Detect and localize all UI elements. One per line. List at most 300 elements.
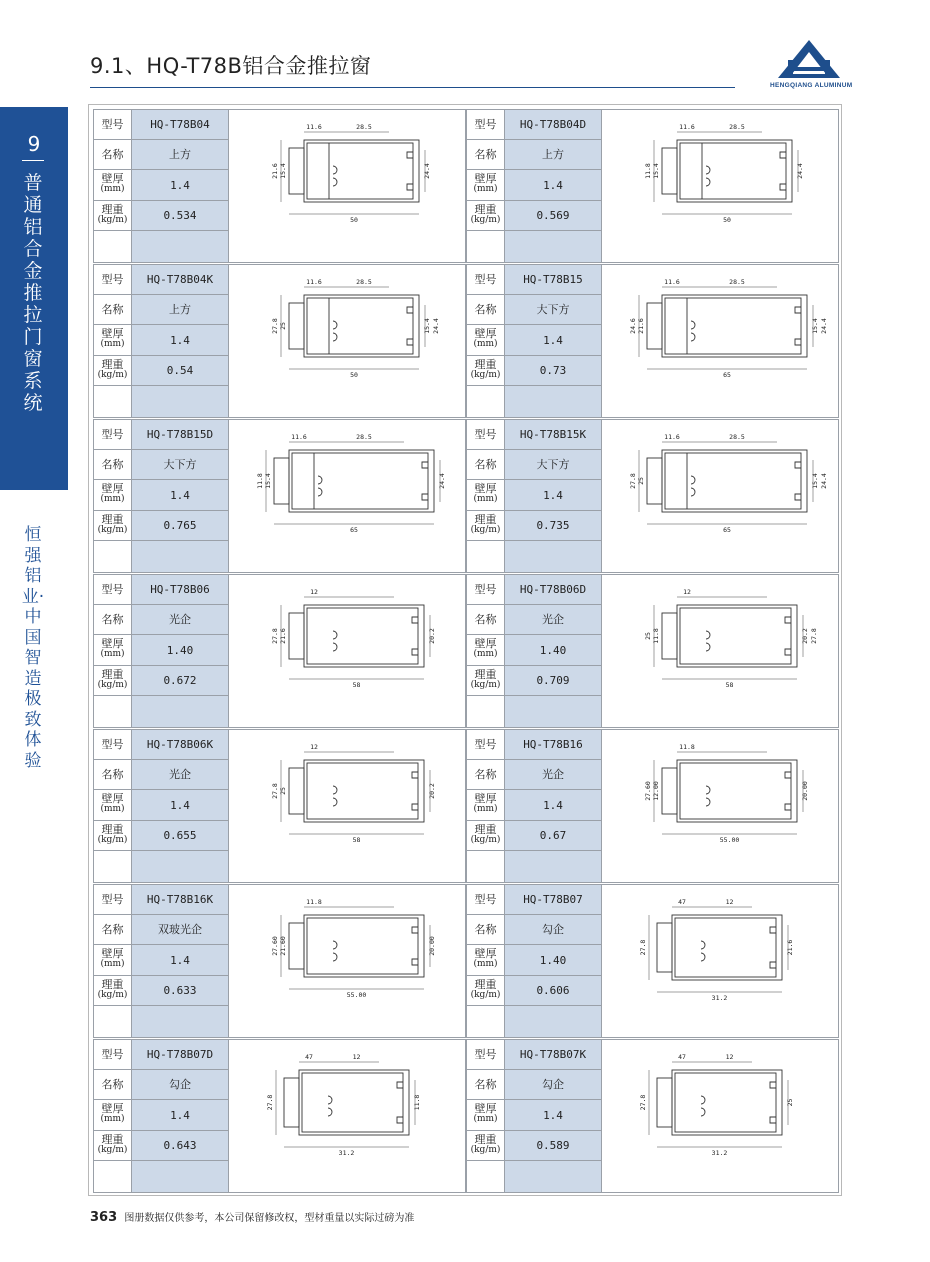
wall-thickness-label-text: 壁厚	[101, 792, 124, 805]
profile-outline	[304, 140, 419, 202]
weight-label-unit: (kg/m)	[97, 1145, 128, 1155]
profile-section-drawing	[229, 265, 465, 417]
wall-thickness-label-unit: (mm)	[100, 959, 125, 969]
dim-label-side: 21.6	[271, 163, 279, 179]
profile-flange	[274, 458, 289, 504]
wall-thickness-label-text: 壁厚	[101, 947, 124, 960]
profile-inner-wall	[665, 453, 801, 509]
model-value: HQ-T78B16K	[132, 885, 229, 915]
profile-slot	[412, 772, 418, 810]
profile-section-drawing	[229, 575, 465, 727]
profile-clip	[333, 166, 337, 186]
model-label: 型号	[467, 420, 505, 450]
weight-label	[467, 821, 505, 851]
model-label: 型号	[467, 885, 505, 915]
table-blank-value	[132, 851, 229, 882]
profile-section-drawing	[229, 1040, 465, 1192]
profile-inner-wall	[665, 298, 801, 354]
weight-label-text: 理重	[101, 1133, 124, 1146]
profile-card	[466, 1039, 839, 1193]
dim-label-side: 11.8	[644, 163, 652, 179]
weight-label-text: 理重	[474, 203, 497, 216]
profile-slot	[412, 927, 418, 965]
chapter-number: 9	[27, 132, 41, 156]
profile-outline	[677, 760, 797, 822]
wall-thickness-label-text: 壁厚	[474, 947, 497, 960]
profile-slot	[785, 772, 791, 810]
profile-inner-wall	[292, 453, 428, 509]
dim-label-top-right: 28.5	[729, 123, 745, 131]
profile-flange	[289, 148, 304, 194]
profile-section-drawing	[602, 265, 838, 417]
dim-label-top-left: 11.8	[679, 743, 695, 751]
dim-label-top-left: 12	[310, 743, 318, 751]
name-value: 双玻光企	[132, 915, 229, 945]
profile-inner-wall	[307, 298, 413, 354]
dim-label-side: 24.4	[432, 318, 440, 334]
weight-label-unit: (kg/m)	[470, 215, 501, 225]
table-blank-label	[94, 1161, 132, 1192]
weight-label-text: 理重	[101, 978, 124, 991]
wall-thickness-label-unit: (mm)	[100, 494, 125, 504]
profile-flange	[662, 148, 677, 194]
profile-clip	[318, 476, 322, 496]
model-label: 型号	[94, 265, 132, 295]
profile-inner-wall	[675, 1073, 776, 1132]
table-blank-value	[132, 231, 229, 262]
profile-inner-wall	[307, 608, 418, 664]
dim-label-side: 24.4	[423, 163, 431, 179]
weight-value: 0.643	[132, 1131, 229, 1161]
dim-label-top-left: 47	[305, 1053, 313, 1061]
weight-label-text: 理重	[101, 203, 124, 216]
dim-label-side: 27.8	[271, 318, 279, 334]
profile-flange	[289, 613, 304, 659]
table-blank-value	[132, 696, 229, 727]
weight-value: 0.67	[505, 821, 602, 851]
weight-value: 0.534	[132, 201, 229, 231]
profile-inner-wall	[302, 1073, 403, 1132]
weight-label-text: 理重	[101, 358, 124, 371]
weight-label-unit: (kg/m)	[470, 370, 501, 380]
page-number: 363	[90, 1210, 118, 1225]
dim-label-bottom: 58	[725, 681, 734, 689]
model-label: 型号	[94, 110, 132, 140]
profile-slot	[795, 462, 801, 500]
dim-label-side: 20.00	[428, 936, 436, 956]
profile-outline	[304, 605, 424, 667]
profile-clip	[333, 786, 337, 806]
dim-label-top-right: 28.5	[729, 433, 745, 441]
dim-label-top-left: 47	[678, 898, 686, 906]
profile-slot	[780, 152, 786, 190]
profile-card	[93, 574, 466, 728]
chapter-title: 普通铝合金推拉门窗系统	[23, 172, 43, 414]
weight-value: 0.606	[505, 976, 602, 1006]
model-value: HQ-T78B04	[132, 110, 229, 140]
dim-label-bottom: 31.2	[711, 994, 728, 1002]
model-label: 型号	[467, 110, 505, 140]
profile-section-drawing	[602, 730, 838, 882]
wall-thickness-label	[94, 790, 132, 821]
profile-clip	[701, 1096, 705, 1116]
dim-label-side: 24.4	[796, 163, 804, 179]
weight-label	[467, 356, 505, 386]
dim-label-top-left: 11.6	[306, 278, 322, 286]
weight-label-unit: (kg/m)	[97, 525, 128, 535]
dim-label-side: 27.8	[266, 1094, 274, 1111]
wall-thickness-label-unit: (mm)	[473, 649, 498, 659]
wall-thickness-label	[467, 790, 505, 821]
table-blank-value	[132, 1161, 229, 1192]
dim-label-top-left: 11.6	[291, 433, 307, 441]
profile-clip	[691, 321, 695, 341]
wall-thickness-label-unit: (mm)	[473, 1114, 498, 1124]
name-label: 名称	[94, 450, 132, 480]
table-blank-label	[467, 541, 505, 572]
name-label: 名称	[467, 140, 505, 170]
profile-flange	[657, 1078, 672, 1127]
dim-label-top-right: 12	[352, 1053, 361, 1061]
weight-label-unit: (kg/m)	[97, 835, 128, 845]
dim-label-side: 27.60	[271, 936, 279, 956]
profile-outline	[304, 295, 419, 357]
page-footer	[90, 1209, 414, 1225]
profile-section-drawing	[602, 575, 838, 727]
profile-slot	[795, 307, 801, 345]
profile-card	[466, 109, 839, 263]
profile-flange	[289, 303, 304, 349]
name-value: 勾企	[505, 1070, 602, 1100]
wall-thickness-label-text: 壁厚	[474, 637, 497, 650]
dim-label-side: 25	[279, 322, 287, 330]
weight-label	[467, 666, 505, 696]
table-blank-value	[132, 541, 229, 572]
table-blank-value	[505, 1006, 602, 1037]
weight-value: 0.735	[505, 511, 602, 541]
name-value: 上方	[505, 140, 602, 170]
dim-label-side: 20.00	[801, 781, 809, 801]
model-value: HQ-T78B16	[505, 730, 602, 760]
wall-thickness-label	[94, 480, 132, 511]
weight-label-unit: (kg/m)	[97, 215, 128, 225]
model-value: HQ-T78B06K	[132, 730, 229, 760]
weight-label	[467, 1131, 505, 1161]
dim-label-side: 21.6	[637, 318, 645, 334]
profile-outline	[289, 450, 434, 512]
dim-label-top-left: 12	[310, 588, 318, 596]
profile-section-drawing	[602, 885, 838, 1037]
wall-thickness-value: 1.4	[132, 480, 229, 511]
dim-label-side: 27.8	[271, 628, 279, 644]
profile-clip	[691, 476, 695, 496]
name-value: 上方	[132, 140, 229, 170]
profile-card	[466, 729, 839, 883]
dim-label-side: 27.8	[271, 783, 279, 799]
profile-clip	[333, 631, 337, 651]
brand-separator: ·	[38, 586, 45, 607]
profile-card	[466, 574, 839, 728]
name-value: 大下方	[132, 450, 229, 480]
wall-thickness-label-unit: (mm)	[473, 494, 498, 504]
model-value: HQ-T78B07D	[132, 1040, 229, 1070]
profile-slot	[412, 617, 418, 655]
wall-thickness-label-text: 壁厚	[474, 172, 497, 185]
dim-label-bottom: 65	[723, 526, 731, 534]
weight-value: 0.73	[505, 356, 602, 386]
dim-label-bottom: 58	[352, 836, 361, 844]
table-blank-label	[467, 231, 505, 262]
weight-label	[94, 511, 132, 541]
name-label: 名称	[467, 450, 505, 480]
dim-label-bottom: 31.2	[711, 1149, 728, 1157]
wall-thickness-label-unit: (mm)	[100, 649, 125, 659]
profile-card	[466, 419, 839, 573]
profile-slot	[407, 152, 413, 190]
dim-label-side: 27.8	[639, 1094, 647, 1111]
weight-label-text: 理重	[101, 823, 124, 836]
wall-thickness-label	[467, 170, 505, 201]
profile-slot	[770, 927, 776, 968]
footer-note: 图册数据仅供参考，本公司保留修改权，型材重量以实际过磅为准	[124, 1213, 415, 1224]
weight-label-text: 理重	[474, 823, 497, 836]
model-value: HQ-T78B07K	[505, 1040, 602, 1070]
model-label: 型号	[467, 265, 505, 295]
dim-label-side: 12.00	[652, 781, 660, 801]
model-label: 型号	[467, 730, 505, 760]
name-label: 名称	[94, 605, 132, 635]
weight-label	[94, 821, 132, 851]
name-value: 光企	[132, 605, 229, 635]
brand-slogan	[20, 525, 46, 771]
name-value: 光企	[505, 605, 602, 635]
profile-inner-wall	[680, 763, 791, 819]
weight-label-text: 理重	[474, 358, 497, 371]
wall-thickness-value: 1.4	[505, 1100, 602, 1131]
profile-section-drawing	[229, 885, 465, 1037]
table-blank-label	[94, 696, 132, 727]
profile-inner-wall	[307, 763, 418, 819]
weight-label-unit: (kg/m)	[97, 680, 128, 690]
weight-label-text: 理重	[474, 513, 497, 526]
profile-outline	[677, 140, 792, 202]
profile-card	[93, 884, 466, 1038]
wall-thickness-label	[467, 325, 505, 356]
profile-flange	[647, 458, 662, 504]
profile-clip	[333, 321, 337, 341]
dim-label-side: 11.8	[413, 1094, 421, 1111]
model-value: HQ-T78B07	[505, 885, 602, 915]
table-blank-value	[505, 541, 602, 572]
profile-card	[466, 264, 839, 418]
wall-thickness-label	[94, 635, 132, 666]
wall-thickness-label-unit: (mm)	[473, 339, 498, 349]
profile-section-drawing	[602, 110, 838, 262]
dim-label-side: 21.60	[279, 936, 287, 956]
name-value: 光企	[132, 760, 229, 790]
weight-label-text: 理重	[474, 668, 497, 681]
dim-label-side: 25	[786, 1098, 794, 1107]
profile-flange	[657, 923, 672, 972]
dim-label-bottom: 50	[350, 371, 358, 379]
dim-label-side: 15.4	[279, 163, 287, 179]
profile-clip	[706, 166, 710, 186]
brand-name: 恒强铝业	[21, 525, 42, 607]
table-blank-label	[94, 1006, 132, 1037]
profile-card	[93, 1039, 466, 1193]
name-label: 名称	[467, 295, 505, 325]
dim-label-top-left: 11.6	[664, 433, 680, 441]
dim-label-side: 27.8	[629, 473, 637, 489]
wall-thickness-label-unit: (mm)	[473, 959, 498, 969]
profile-outline	[662, 295, 807, 357]
name-label: 名称	[94, 140, 132, 170]
wall-thickness-value: 1.4	[505, 480, 602, 511]
profile-flange	[662, 768, 677, 814]
dim-label-bottom: 31.2	[338, 1149, 355, 1157]
logo-caption: HENGQIANG ALUMINUM	[770, 82, 853, 89]
weight-value: 0.589	[505, 1131, 602, 1161]
weight-label-unit: (kg/m)	[470, 525, 501, 535]
dim-label-top-right: 28.5	[356, 433, 372, 441]
wall-thickness-label-text: 壁厚	[474, 1102, 497, 1115]
dim-label-side: 25	[637, 477, 645, 485]
weight-label	[94, 356, 132, 386]
model-label: 型号	[94, 420, 132, 450]
profile-slot	[785, 617, 791, 655]
weight-value: 0.709	[505, 666, 602, 696]
table-blank-label	[467, 1006, 505, 1037]
profile-outline	[672, 1070, 782, 1135]
dim-label-side: 15.4	[652, 163, 660, 179]
profile-outline	[299, 1070, 409, 1135]
wall-thickness-label-text: 壁厚	[101, 1102, 124, 1115]
wall-thickness-value: 1.40	[132, 635, 229, 666]
weight-label-unit: (kg/m)	[97, 370, 128, 380]
weight-value: 0.655	[132, 821, 229, 851]
dim-label-bottom: 55.00	[346, 991, 367, 999]
dim-label-side: 15.4	[264, 473, 272, 489]
model-value: HQ-T78B06	[132, 575, 229, 605]
dim-label-side: 24.4	[820, 318, 828, 334]
weight-label	[467, 976, 505, 1006]
table-blank-label	[94, 851, 132, 882]
table-blank-label	[94, 541, 132, 572]
dim-label-side: 25	[644, 632, 652, 640]
wall-thickness-label	[94, 170, 132, 201]
weight-value: 0.633	[132, 976, 229, 1006]
table-blank-value	[505, 696, 602, 727]
dim-label-side: 20.2	[428, 628, 436, 644]
profile-section-drawing	[229, 730, 465, 882]
weight-label-unit: (kg/m)	[97, 990, 128, 1000]
model-value: HQ-T78B04D	[505, 110, 602, 140]
table-blank-value	[505, 386, 602, 417]
dim-label-top-left: 12	[683, 588, 691, 596]
profile-section-drawing	[229, 110, 465, 262]
profile-card	[93, 729, 466, 883]
wall-thickness-value: 1.4	[132, 790, 229, 821]
profile-inner-wall	[680, 143, 786, 199]
weight-value: 0.569	[505, 201, 602, 231]
dim-label-side: 25	[279, 787, 287, 795]
dim-label-top-right: 12	[725, 898, 734, 906]
profile-card	[93, 109, 466, 263]
wall-thickness-label-text: 壁厚	[101, 327, 124, 340]
name-label: 名称	[467, 915, 505, 945]
dim-label-side: 15.4	[811, 318, 819, 334]
table-blank-label	[94, 231, 132, 262]
table-blank-value	[505, 231, 602, 262]
profile-inner-wall	[307, 918, 418, 974]
wall-thickness-label	[94, 945, 132, 976]
wall-thickness-label-text: 壁厚	[474, 792, 497, 805]
profile-inner-wall	[680, 608, 791, 664]
weight-label-text: 理重	[474, 978, 497, 991]
model-label: 型号	[467, 1040, 505, 1070]
wall-thickness-label	[467, 1100, 505, 1131]
profile-inner-wall	[307, 143, 413, 199]
table-blank-label	[467, 386, 505, 417]
wall-thickness-label-unit: (mm)	[100, 339, 125, 349]
weight-label-unit: (kg/m)	[470, 1145, 501, 1155]
table-blank-label	[94, 386, 132, 417]
weight-label-text: 理重	[474, 1133, 497, 1146]
weight-label-text: 理重	[101, 668, 124, 681]
profile-flange	[284, 1078, 299, 1127]
dim-label-side: 11.8	[256, 473, 264, 489]
wall-thickness-label-unit: (mm)	[100, 184, 125, 194]
name-label: 名称	[94, 915, 132, 945]
chapter-number-rule	[22, 160, 44, 161]
wall-thickness-label-unit: (mm)	[473, 184, 498, 194]
name-value: 大下方	[505, 295, 602, 325]
dim-label-top-left: 11.6	[679, 123, 695, 131]
weight-label	[467, 511, 505, 541]
weight-label	[94, 201, 132, 231]
profile-clip	[328, 1096, 332, 1116]
model-label: 型号	[94, 885, 132, 915]
page-title: 9.1、HQ-T78B铝合金推拉窗	[90, 54, 372, 78]
profile-section-drawing	[602, 1040, 838, 1192]
weight-value: 0.54	[132, 356, 229, 386]
dim-label-side: 24.4	[438, 473, 446, 489]
wall-thickness-value: 1.40	[505, 635, 602, 666]
profile-clip	[706, 631, 710, 651]
dim-label-top-right: 28.5	[356, 278, 372, 286]
name-value: 上方	[132, 295, 229, 325]
table-blank-value	[505, 851, 602, 882]
dim-label-bottom: 50	[723, 216, 731, 224]
wall-thickness-value: 1.4	[505, 170, 602, 201]
wall-thickness-label-unit: (mm)	[100, 1114, 125, 1124]
profile-flange	[662, 613, 677, 659]
profile-outline	[662, 450, 807, 512]
wall-thickness-label-text: 壁厚	[474, 482, 497, 495]
dim-label-side: 15.4	[811, 473, 819, 489]
wall-thickness-value: 1.4	[132, 945, 229, 976]
profile-clip	[333, 941, 337, 961]
name-label: 名称	[94, 295, 132, 325]
profile-slot	[397, 1082, 403, 1123]
model-value: HQ-T78B06D	[505, 575, 602, 605]
model-value: HQ-T78B15	[505, 265, 602, 295]
table-blank-value	[505, 1161, 602, 1192]
weight-label-text: 理重	[101, 513, 124, 526]
dim-label-side: 11.8	[652, 628, 660, 644]
table-blank-label	[467, 696, 505, 727]
weight-label-unit: (kg/m)	[470, 835, 501, 845]
